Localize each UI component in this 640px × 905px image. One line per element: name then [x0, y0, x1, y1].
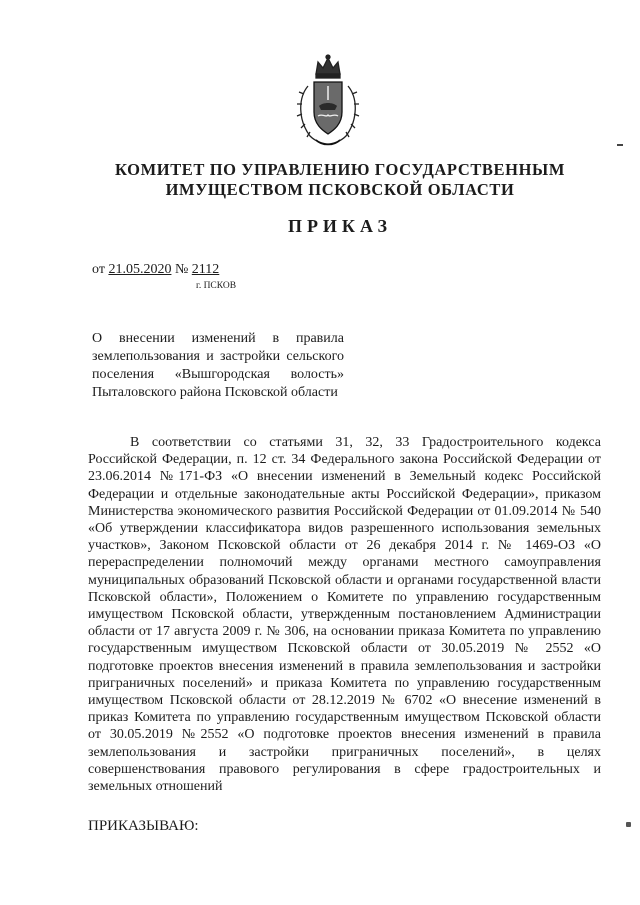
preamble-paragraph: В соответствии со статьями 31, 32, 33 Градостроительного кодекса Российской Федерации, п. 12 ст. 34 Федерального закона Российской Федерации от 23.06.2014 №171-ФЗ «О внесении изменений в Земельный кодекс Российской Федерации и отдельные законодательные акты Российской Федерации», приказом Министерства экономического развития Российской Федерации от 01.09.2014 № 540 «Об утверждении классификатора видов разрешенного использования земельных участков», Законом Псковской области от 26 декабря 2014 г. № 1469-ОЗ «О перераспределении полномочий между органами местного самоуправления муниципальных образований Псковской области и органами государственной власти Псковской области», Положением о Комитете по управлению государственным имуществом Псковской области, утвержденным постановлением Администрации области от 17 августа 2009 г. № 306, на основании приказа Комитета по управлению государственным имуществом Псковской области от 30.05.2019 № 2552 «О подготовке проектов внесения изменений в правила землепользования и застройки приграничных поселений» и приказа Комитета по управлению государственным имуществом Псковской области от 28.12.2019 № 6702 «О внесение изменений в приказ Комитета по управлению государственным имуществом Псковской области от 30.05.2019 №2552 «О подготовке проектов внесения изменений в правила землепользования и застройки приграничных поселений», в целях совершенствования правового регулирования в сфере градостроительных и земельных отношений	[88, 435, 601, 795]
order-date: 21.05.2020	[108, 262, 172, 277]
number-label: №	[174, 262, 189, 277]
order-date-number	[92, 262, 219, 278]
document-type-title: ПРИКАЗ	[287, 216, 393, 236]
scan-speck	[617, 144, 623, 146]
order-subject: О внесении изменений в правила землепользования и застройки сельского поселения «Вышгородская волость» Пыталовского района Псковской области	[92, 331, 344, 400]
scan-speck	[626, 822, 631, 827]
org-name-line-1: КОМИТЕТ ПО УПРАВЛЕНИЮ ГОСУДАРСТВЕННЫМ	[115, 160, 565, 179]
city-label: г. ПСКОВ	[196, 281, 237, 291]
org-name-line-2: ИМУЩЕСТВОМ ПСКОВСКОЙ ОБЛАСТИ	[165, 180, 515, 199]
order-directive: ПРИКАЗЫВАЮ:	[88, 818, 199, 834]
from-label: от	[92, 262, 105, 277]
order-number: 2112	[191, 262, 220, 277]
pskov-coat-of-arms-emblem	[292, 54, 364, 148]
organization-name	[100, 160, 580, 200]
